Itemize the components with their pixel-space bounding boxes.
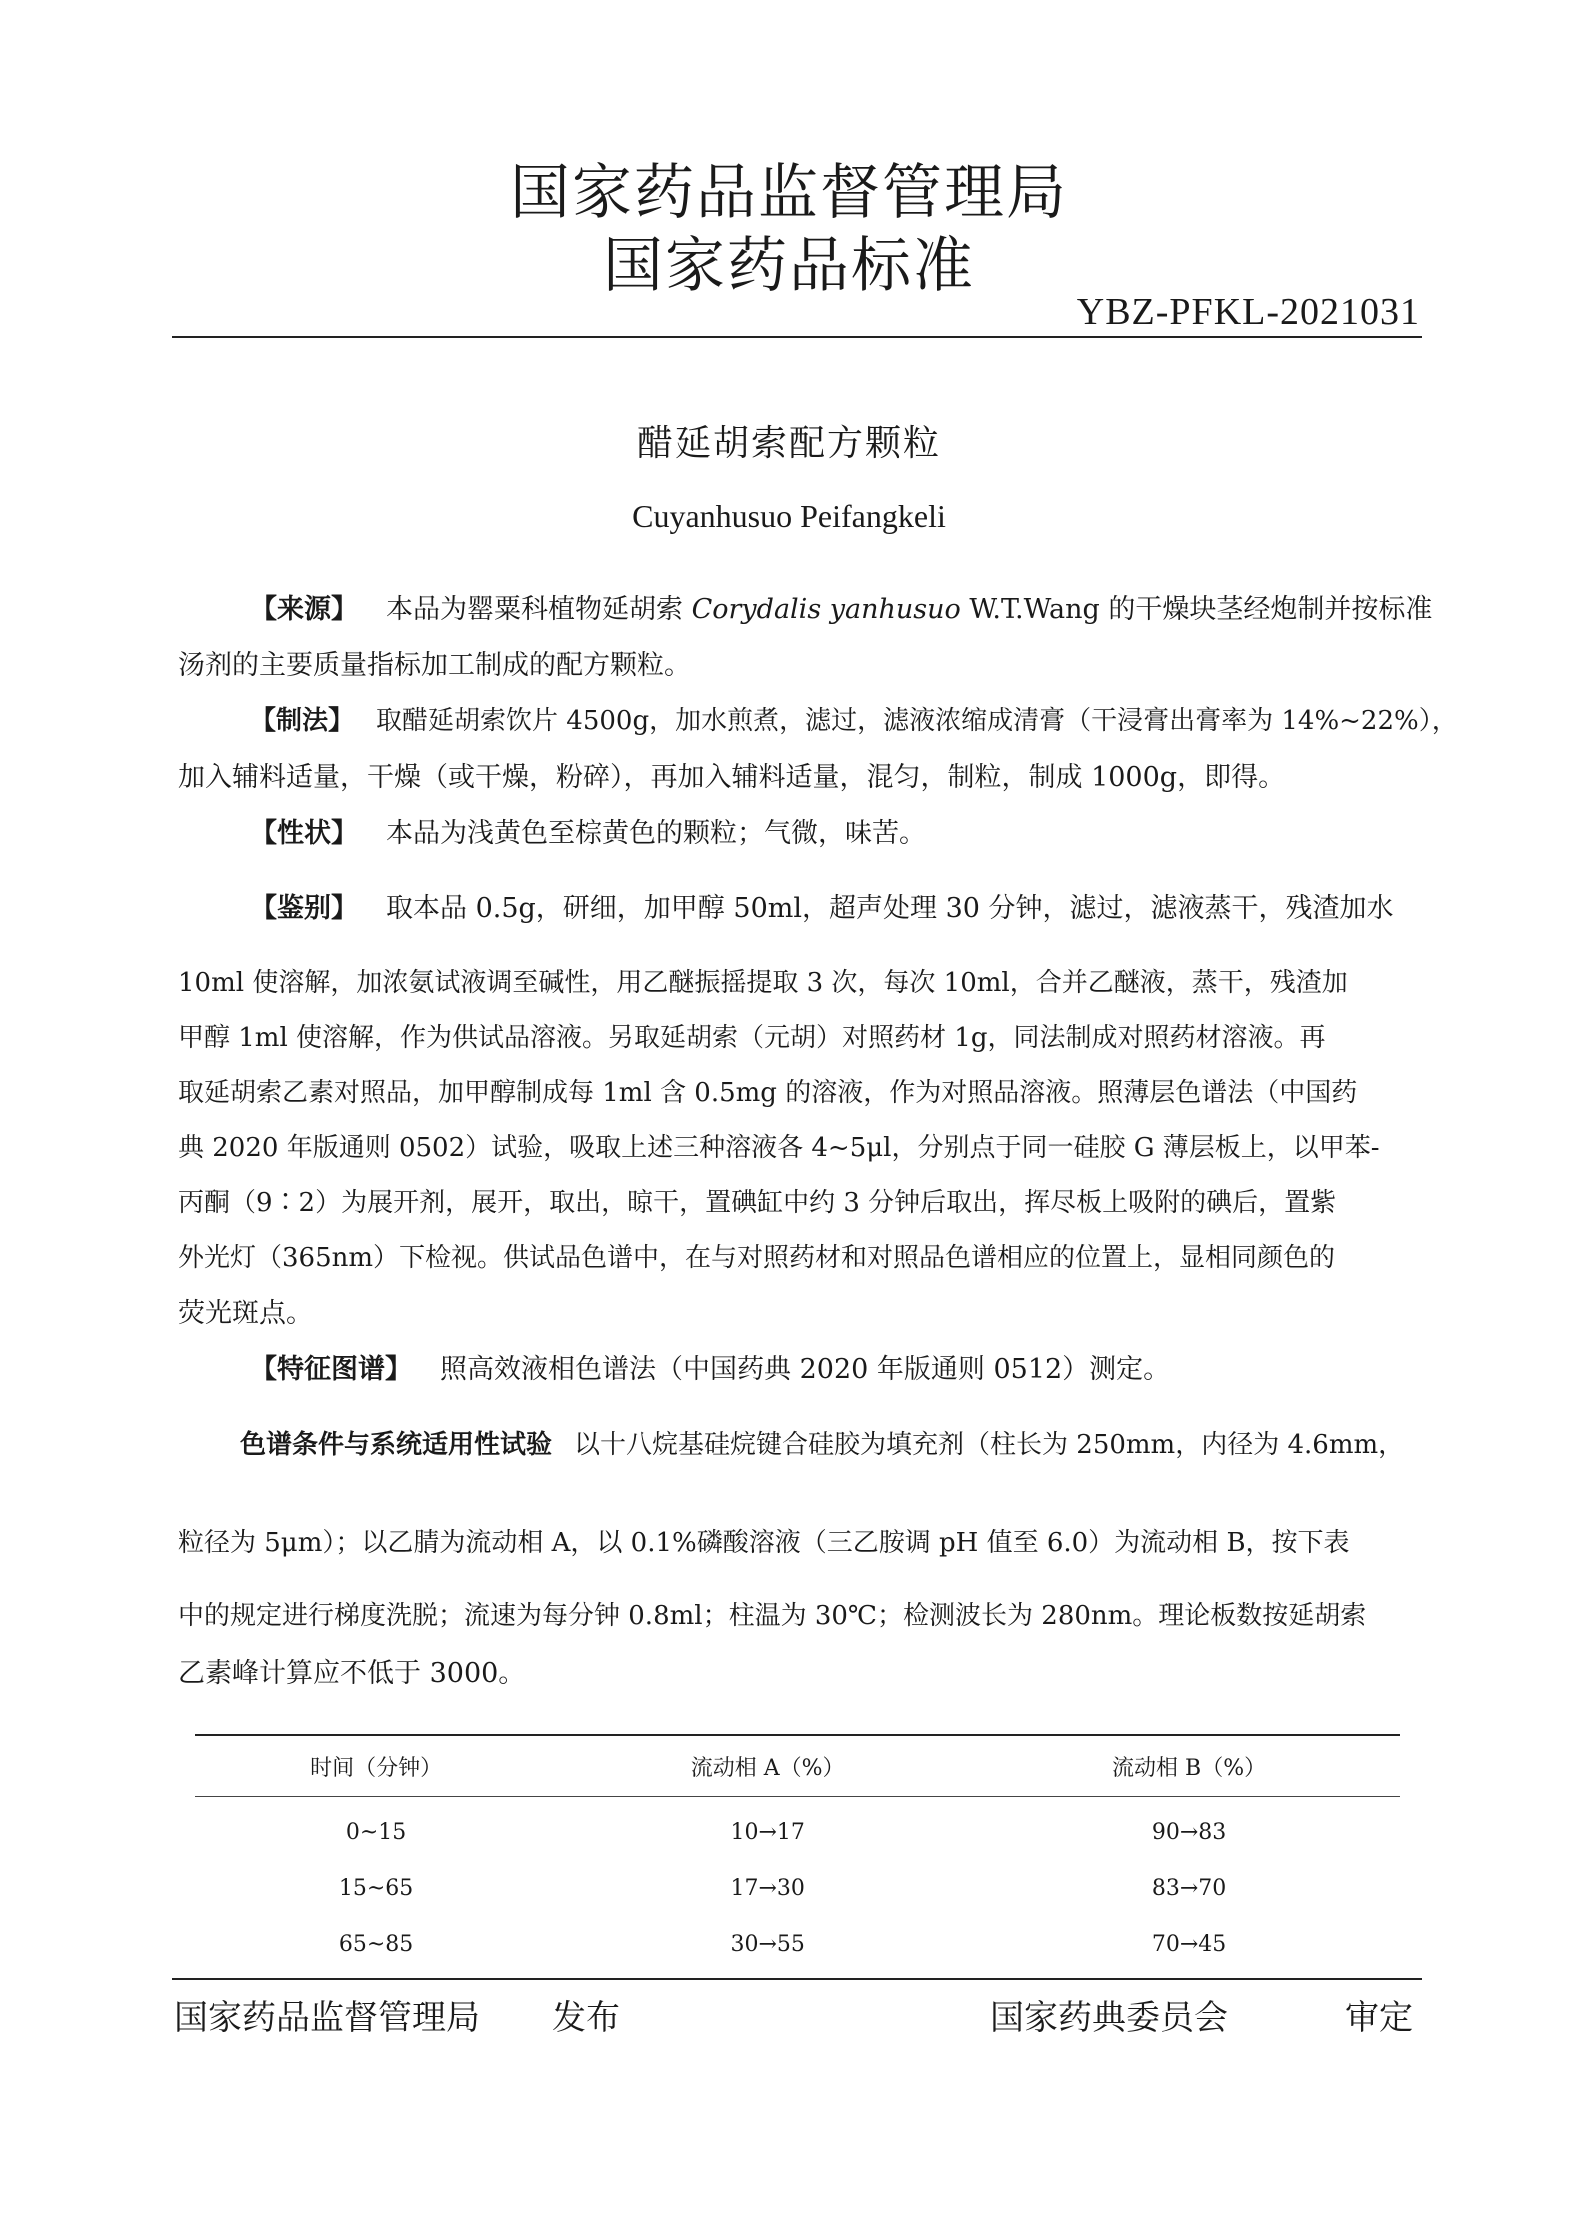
table-row xyxy=(195,1797,1400,1861)
standard-number: YBZ-PFKL-2021031 xyxy=(1076,291,1420,333)
identification-line3: 甲醇 1ml 使溶解，作为供试品溶液。另取延胡索（元胡）对照药材 1g，同法制成对照药材溶液。再 xyxy=(178,1023,1326,1053)
table-cell: 83→70 xyxy=(1151,1875,1227,1901)
description-line1 xyxy=(250,820,926,847)
footer-publisher: 国家药品监督管理局 xyxy=(174,1998,480,2038)
identification-line6: 丙酮（9∶2）为展开剂，展开，取出，晾干，置碘缸中约 3 分钟后取出，挥尽板上吸附的碘后，置紫 xyxy=(178,1188,1337,1218)
source-line1 xyxy=(250,596,1432,623)
identification-line1 xyxy=(250,895,1394,922)
gradient-table xyxy=(195,1734,1400,1972)
source-latin-name: Corydalis yanhusuo xyxy=(691,594,961,625)
source-text-b: W.T.Wang 的干燥块茎经炮制并按标准 xyxy=(960,594,1433,625)
identification-line5: 典 2020 年版通则 0502）试验，吸取上述三种溶液各 4~5μl，分别点于同一硅胶 G 薄层板上，以甲苯- xyxy=(178,1133,1380,1163)
identification-line8: 荧光斑点。 xyxy=(178,1298,313,1329)
table-cell: 10→17 xyxy=(730,1819,805,1845)
chromatography-label: 色谱条件与系统适用性试验 xyxy=(240,1430,553,1460)
page-title-line2: 国家药品标准 xyxy=(603,231,975,301)
table-row xyxy=(195,1860,1400,1916)
table-header-phase-a: 流动相 A（%） xyxy=(690,1755,845,1781)
source-label: 【来源】 xyxy=(250,594,358,625)
preparation-line1 xyxy=(250,708,1458,734)
source-text-a: 本品为罂粟科植物延胡索 xyxy=(386,594,692,625)
table-header-time: 时间（分钟） xyxy=(310,1755,443,1781)
footer-divider xyxy=(172,1978,1422,1980)
description-label: 【性状】 xyxy=(250,818,358,849)
table-cell: 70→45 xyxy=(1151,1931,1227,1957)
footer-review-label: 审定 xyxy=(1345,1998,1413,2038)
table-header-phase-b: 流动相 B（%） xyxy=(1112,1755,1267,1781)
table-cell: 15~65 xyxy=(338,1875,414,1901)
chromatography-line2: 粒径为 5μm）；以乙腈为流动相 A，以 0.1%磷酸溶液（三乙胺调 pH 值至 6.0）为流动相 B，按下表 xyxy=(178,1528,1350,1558)
fingerprint-label: 【特征图谱】 xyxy=(250,1354,412,1385)
identification-line4: 取延胡索乙素对照品，加甲醇制成每 1ml 含 0.5mg 的溶液，作为对照品溶液。照薄层色谱法（中国药 xyxy=(178,1078,1358,1108)
page-title-line1: 国家药品监督管理局 xyxy=(510,158,1068,228)
preparation-line2: 加入辅料适量，干燥（或干燥，粉碎），再加入辅料适量，混匀，制粒，制成 1000g，即得。 xyxy=(178,762,1286,793)
preparation-text: 取醋延胡索饮片 4500g，加水煎煮，滤过，滤液浓缩成清膏（干浸膏出膏率为 14%~22%）， xyxy=(376,706,1458,736)
drug-name-cn: 醋延胡索配方颗粒 xyxy=(636,423,941,464)
chromatography-text: 以十八烷基硅烷键合硅胶为填充剂（柱长为 250mm，内径为 4.6mm， xyxy=(574,1430,1405,1460)
footer-publish-label: 发布 xyxy=(552,1998,620,2038)
description-text: 本品为浅黄色至棕黄色的颗粒；气微，味苦。 xyxy=(386,818,926,849)
identification-text: 取本品 0.5g，研细，加甲醇 50ml，超声处理 30 分钟，滤过，滤液蒸干，残渣加水 xyxy=(386,893,1394,924)
identification-label: 【鉴别】 xyxy=(250,893,358,924)
chromatography-line1 xyxy=(240,1432,1404,1458)
chromatography-line3: 中的规定进行梯度洗脱；流速为每分钟 0.8ml；柱温为 30℃；检测波长为 280nm。理论板数按延胡索 xyxy=(178,1601,1367,1631)
fingerprint-line1 xyxy=(250,1356,1170,1383)
table-cell: 17→30 xyxy=(730,1875,805,1901)
fingerprint-text: 照高效液相色谱法（中国药典 2020 年版通则 0512）测定。 xyxy=(440,1354,1171,1385)
header-divider xyxy=(172,336,1422,338)
table-cell: 65~85 xyxy=(338,1931,414,1957)
table-row xyxy=(195,1916,1400,1972)
source-line2: 汤剂的主要质量指标加工制成的配方颗粒。 xyxy=(178,650,691,681)
footer-reviewer: 国家药典委员会 xyxy=(990,1998,1228,2038)
table-cell: 90→83 xyxy=(1151,1819,1227,1845)
identification-line2: 10ml 使溶解，加浓氨试液调至碱性，用乙醚振摇提取 3 次，每次 10ml，合并乙醚液，蒸干，残渣加 xyxy=(178,968,1348,998)
chromatography-line4: 乙素峰计算应不低于 3000。 xyxy=(178,1658,526,1689)
preparation-label: 【制法】 xyxy=(250,706,355,736)
identification-line7: 外光灯（365nm）下检视。供试品色谱中，在与对照药材和对照品色谱相应的位置上，显相同颜色的 xyxy=(178,1243,1336,1273)
drug-name-en: Cuyanhusuo Peifangkeli xyxy=(632,498,946,534)
table-cell: 30→55 xyxy=(730,1931,805,1957)
table-cell: 0~15 xyxy=(345,1819,407,1845)
table-header-row xyxy=(195,1735,1400,1797)
